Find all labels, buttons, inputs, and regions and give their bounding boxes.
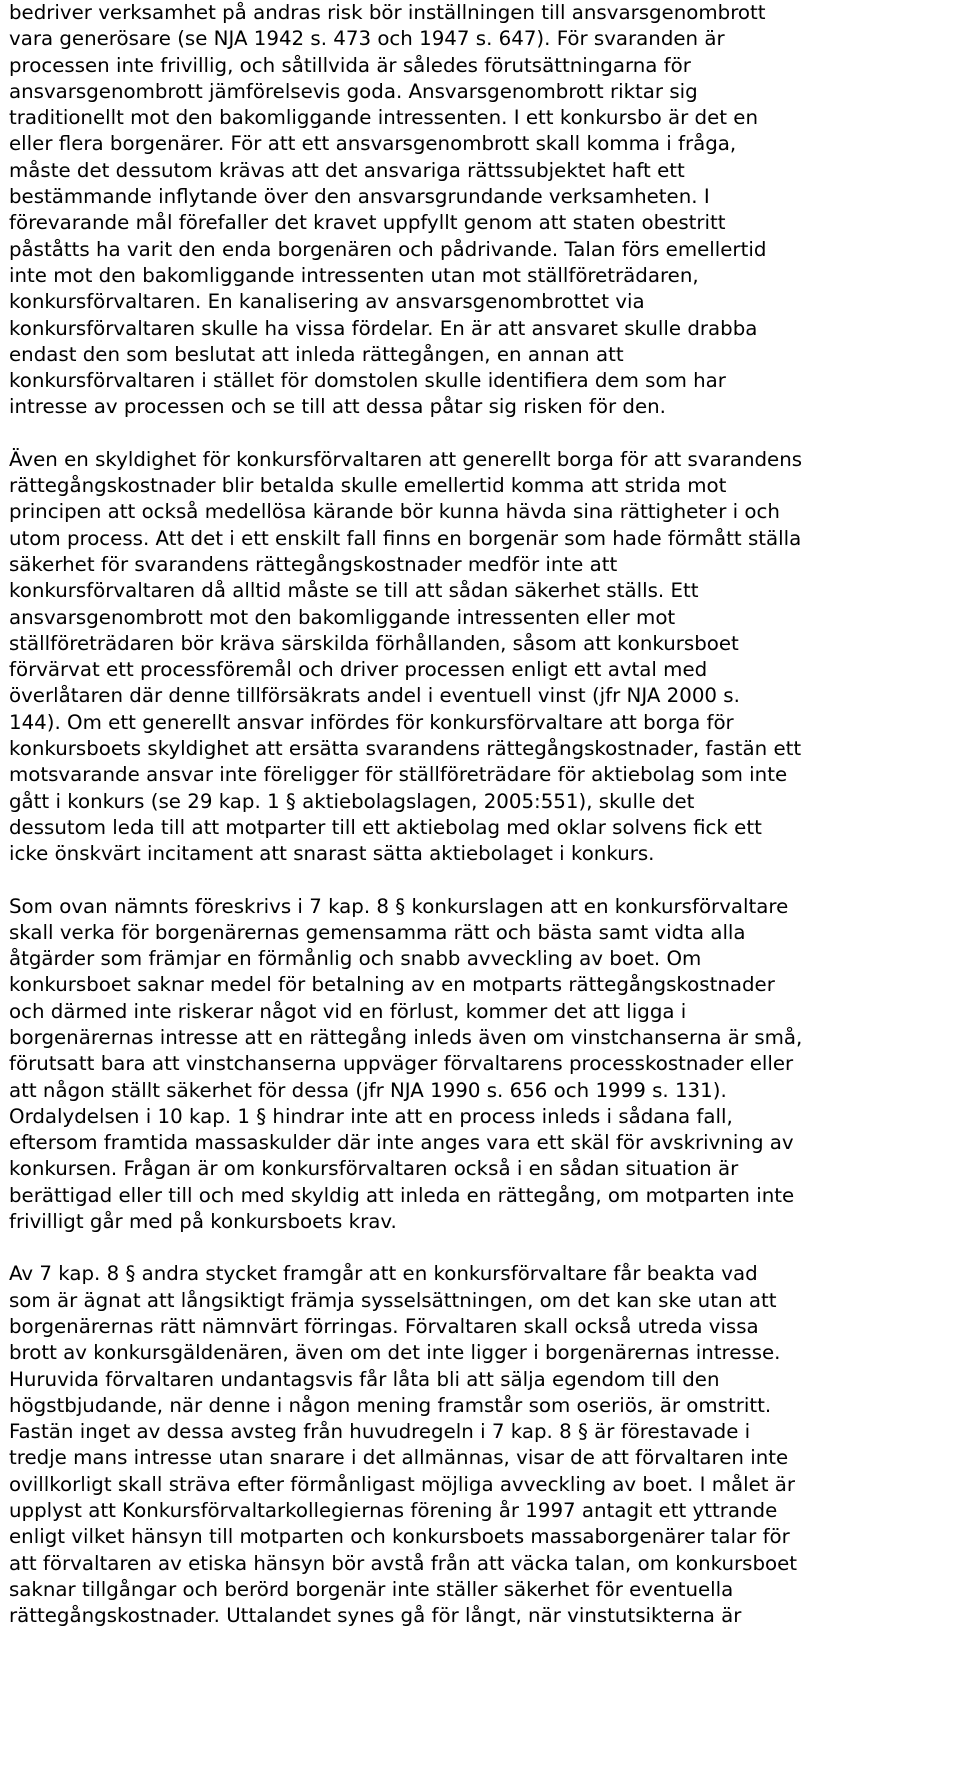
document-page: [9, 0, 949, 1630]
paragraph-3: Som ovan nämnts föreskrivs i 7 kap. 8 § konkurslagen att en konkursförvaltare skall verka för borgenärernas gemensamma rätt och bästa samt vidta alla åtgärder som främjar en förmånlig och snabb avveckling av boet. Om konkursboet saknar medel för betalning av en motparts rättegångskostnader och därmed inte riskerar något vid en förlust, kommer det att ligga i borgenärernas intresse att en rättegång inleds även om vinstchanserna är små, förutsatt bara att vinstchanserna uppväger förvaltarens processkostnader eller att någon ställt säkerhet för dessa (jfr NJA 1990 s. 656 och 1999 s. 131). Ordalydelsen i 10 kap. 1 § hindrar inte att en process inleds i sådana fall, eftersom framtida massaskulder där inte anges vara ett skäl för avskrivning av konkursen. Frågan är om konkursförvaltaren också i en sådan situation är berättigad eller till och med skyldig att inleda en rättegång, om motparten inte frivilligt går med på konkursboets krav.: [9, 894, 803, 1234]
paragraph-1: bedriver verksamhet på andras risk bör inställningen till ansvarsgenombrott vara generösare (se NJA 1942 s. 473 och 1947 s. 647). För svaranden är processen inte frivillig, och såtillvida är således förutsättningarna för ansvarsgenombrott jämförelsevis goda. Ansvarsgenombrott riktar sig traditionellt mot den bakomliggande intressenten. I ett konkursbo är det en eller flera borgenärer. För att ett ansvarsgenombrott skall komma i fråga, måste det dessutom krävas att det ansvariga rättssubjektet haft ett bestämmande inflytande över den ansvarsgrundande verksamheten. I förevarande mål förefaller det kravet uppfyllt genom att staten obestritt påståtts ha varit den enda borgenären och pådrivande. Talan förs emellertid inte mot den bakomliggande intressenten utan mot ställföreträdaren, konkursförvaltaren. En kanalisering av ansvarsgenombrottet via konkursförvaltaren skulle ha vissa fördelar. En är att ansvaret skulle drabba endast den som beslutat att inleda rättegången, en annan att konkursförvaltaren i stället för domstolen skulle identifiera dem som har intresse av processen och se till att dessa påtar sig risken för den.: [9, 1, 767, 419]
paragraph-2: Även en skyldighet för konkursförvaltaren att generellt borga för att svarandens rättegångskostnader blir betalda skulle emellertid komma att strida mot principen att också medellösa kärande bör kunna hävda sina rättigheter i och utom process. Att det i ett enskilt fall finns en borgenär som hade förmått ställa säkerhet för svarandens rättegångskostnader medför inte att konkursförvaltaren då alltid måste se till att sådan säkerhet ställs. Ett ansvarsgenombrott mot den bakomliggande intressenten eller mot ställföreträdaren bör kräva särskilda förhållanden, såsom att konkursboet förvärvat ett processföremål och driver processen enligt ett avtal med överlåtaren där denne tillförsäkrats andel i eventuell vinst (jfr NJA 2000 s. 144). Om ett generellt ansvar infördes för konkursförvaltare att borga för konkursboets skyldighet att ersätta svarandens rättegångskostnader, fastän ett motsvarande ansvar inte föreligger för ställföreträdare för aktiebolag som inte gått i konkurs (se 29 kap. 1 § aktiebolagslagen, 2005:551), skulle det dessutom leda till att motparter till ett aktiebolag med oklar solvens fick ett icke önskvärt incitament att snarast sätta aktiebolaget i konkurs.: [9, 447, 803, 866]
paragraph-4: Av 7 kap. 8 § andra stycket framgår att en konkursförvaltare får beakta vad som är ägnat att långsiktigt främja sysselsättningen, om det kan ske utan att borgenärernas rätt nämnvärt förringas. Förvaltaren skall också utreda vissa brott av konkursgäldenären, även om det inte ligger i borgenärernas intresse. Huruvida förvaltaren undantagsvis får låta bli att sälja egendom till den högstbjudande, när denne i någon mening framstår som oseriös, är omstritt. Fastän inget av dessa avsteg från huvudregeln i 7 kap. 8 § är förestavade i tredje mans intresse utan snarare i det allmännas, visar de att förvaltaren inte ovillkorligt skall sträva efter förmånligast möjliga avveckling av boet. I målet är upplyst att Konkursförvaltarkollegiernas förening år 1997 antagit ett yttrande enligt vilket hänsyn till motparten och konkursboets massaborgenärer talar för att förvaltaren av etiska hänsyn bör avstå från att väcka talan, om konkursboet saknar tillgångar och berörd borgenär inte ställer säkerhet för eventuella rättegångskostnader. Uttalandet synes gå för långt, när vinstutsikterna är: [9, 1262, 798, 1628]
